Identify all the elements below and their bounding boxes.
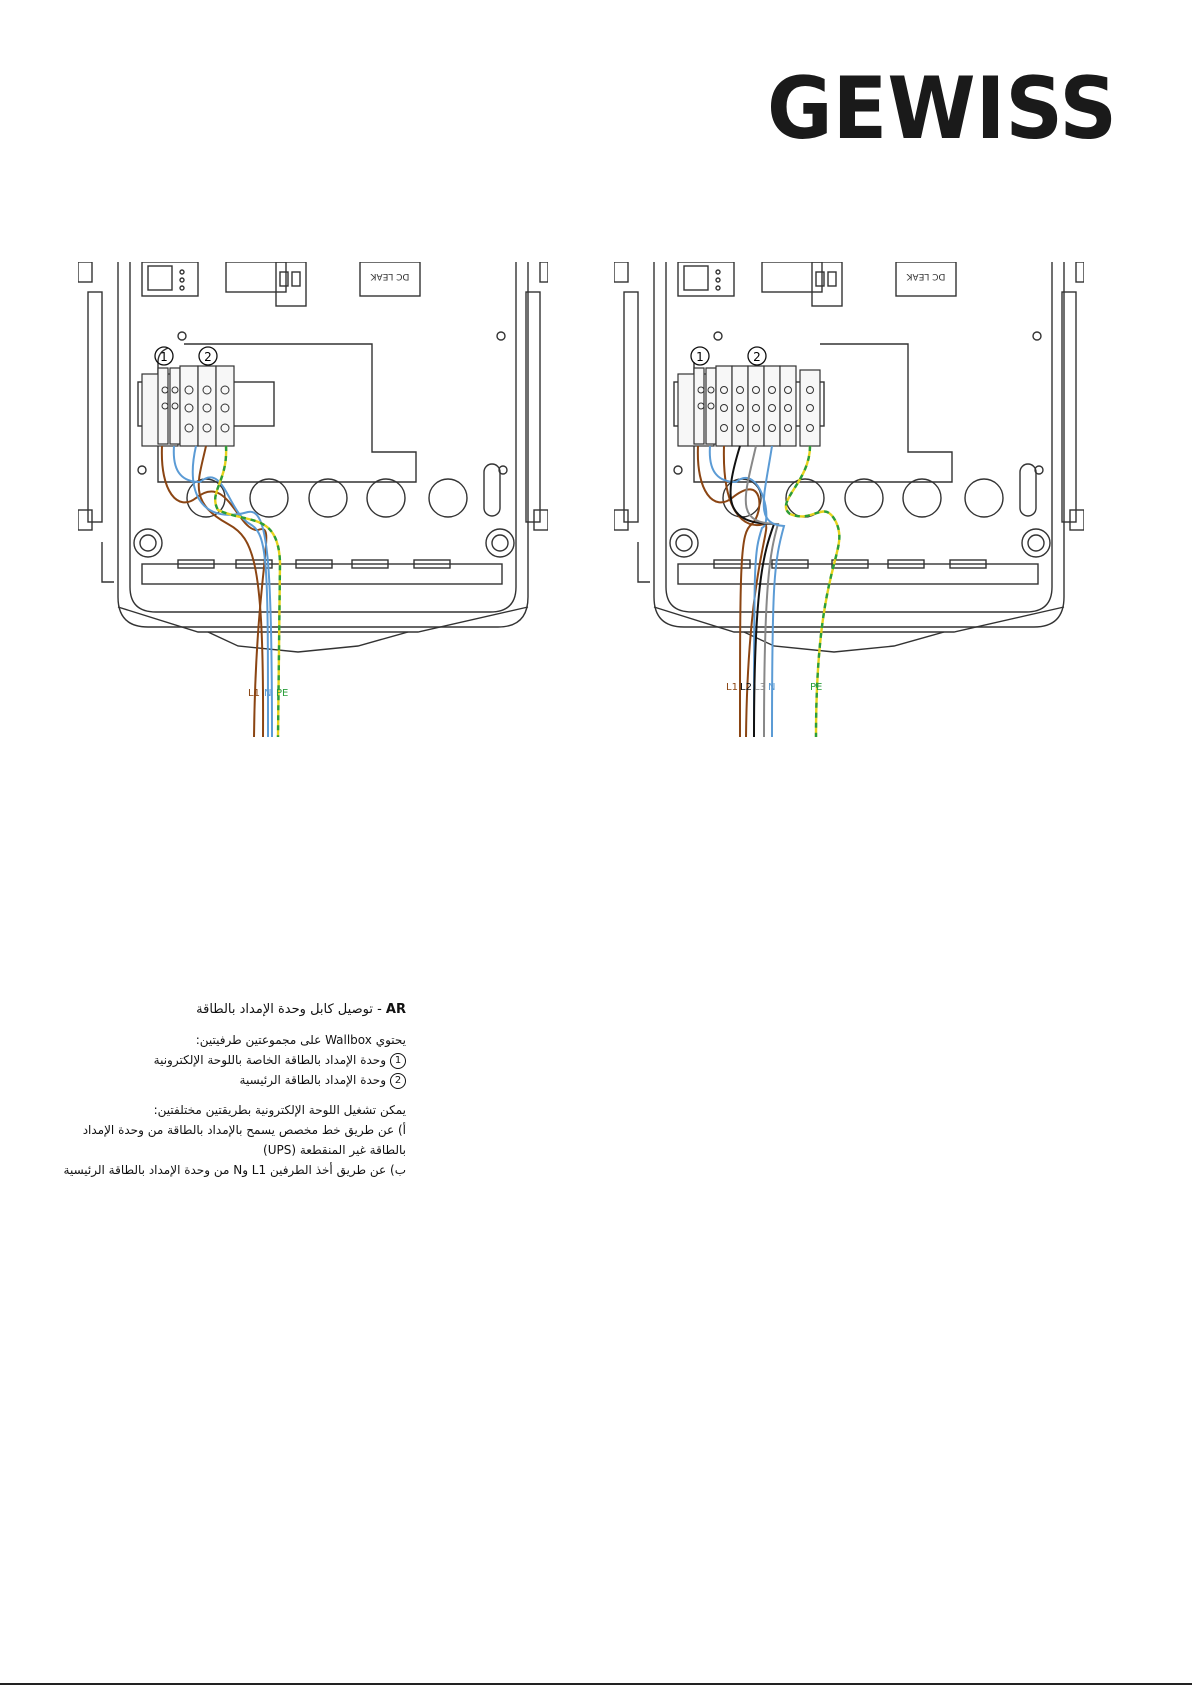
terminal-group-item-1 xyxy=(60,1050,406,1070)
terminal-group-item-1-text: وحدة الإمداد بالطاقة الخاصة باللوحة الإلكترونية xyxy=(153,1053,386,1067)
svg-text:2: 2 xyxy=(753,350,761,364)
terminal-group-item-2-text: وحدة الإمداد بالطاقة الرئيسية xyxy=(239,1073,386,1087)
marker-1-icon: 1 xyxy=(390,1053,406,1069)
terminal-marker-1 xyxy=(155,347,173,365)
wire-n-main xyxy=(193,446,272,737)
gewiss-logo xyxy=(766,70,1118,144)
wiring-diagram-three-phase xyxy=(614,262,1084,737)
wire-label-l3: L3 xyxy=(754,682,766,693)
supply-mode-a: أ) عن طريق خط مخصص يسمح بالإمداد بالطاقة من وحدة الإمداد بالطاقة غير المنقطعة (UPS) xyxy=(82,1123,406,1157)
section-title xyxy=(60,1000,406,1020)
terminal-marker-2 xyxy=(748,347,766,365)
wire-label-pe: PE xyxy=(810,682,823,693)
wire-label-n: N xyxy=(768,682,776,693)
marker-2-icon: 2 xyxy=(390,1073,406,1089)
supply-modes-intro: يمكن تشغيل اللوحة الإلكترونية بطريقتين مختلفتين: xyxy=(153,1103,406,1117)
wire-pe xyxy=(786,446,839,737)
logo-text: GEWISS xyxy=(767,70,1117,144)
svg-text:1: 1 xyxy=(696,350,704,364)
wire-n-aux xyxy=(710,446,767,737)
arabic-instructions xyxy=(60,1000,406,1180)
terminal-marker-2 xyxy=(199,347,217,365)
wiring-diagram-single-phase xyxy=(78,262,548,737)
svg-text:1: 1 xyxy=(160,350,168,364)
dc-leak-label: DC LEAK xyxy=(906,271,946,281)
wire-label-l1: L1 xyxy=(248,688,260,699)
svg-text:2: 2 xyxy=(204,350,212,364)
dc-leak-label: DC LEAK xyxy=(370,271,410,281)
terminal-marker-1 xyxy=(691,347,709,365)
terminal-groups-intro: يحتوي Wallbox على مجموعتين طرفيتين: xyxy=(195,1033,406,1047)
supply-mode-b: ب) عن طريق أخذ الطرفين L1 وN من وحدة الإمداد بالطاقة الرئيسية xyxy=(63,1163,406,1177)
terminal-group-item-2 xyxy=(60,1070,406,1090)
language-code: AR xyxy=(385,1002,406,1017)
wire-label-l1: L1 xyxy=(726,682,738,693)
wire-label-l2: L2 xyxy=(740,682,752,693)
section-title-text: - توصيل كابل وحدة الإمداد بالطاقة xyxy=(196,1002,386,1017)
wire-label-pe: PE xyxy=(276,688,289,699)
wire-label-n: N xyxy=(264,688,272,699)
wire-l1 xyxy=(698,446,760,737)
